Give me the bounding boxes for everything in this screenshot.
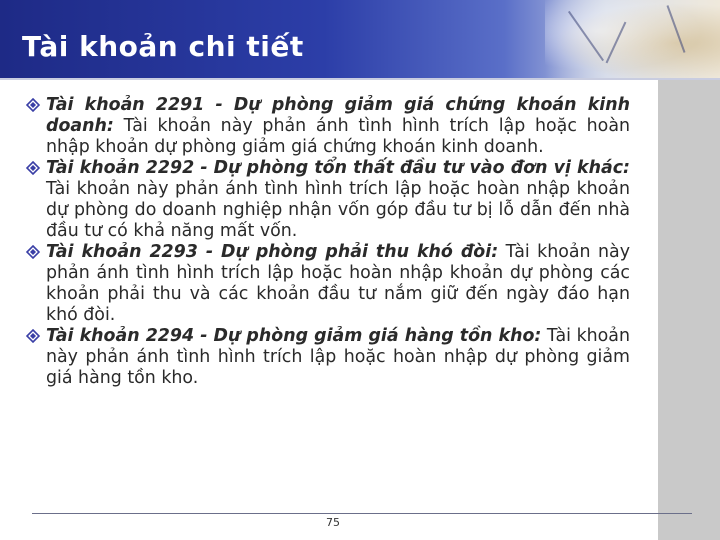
list-item: [26, 242, 630, 326]
list-item: [26, 158, 630, 242]
content-list: [26, 95, 630, 389]
side-panel: [658, 80, 720, 540]
item-heading: Tài khoản 2294 - Dự phòng giảm giá hàng tồn kho:: [46, 326, 542, 346]
title-bar: [0, 0, 720, 78]
list-item: [26, 326, 630, 389]
diamond-bullet-icon: [26, 245, 40, 259]
item-heading: Tài khoản 2293 - Dự phòng phải thu khó đòi:: [46, 242, 499, 262]
list-item: [26, 95, 630, 158]
page-number: 75: [326, 516, 340, 529]
title-divider: [0, 78, 720, 80]
diamond-bullet-icon: [26, 161, 40, 175]
item-text: Tài khoản này phản ánh tình hình trích lập hoặc hoàn nhập dự phòng giảm giá hàng tồn kho.: [46, 326, 630, 388]
item-text: Tài khoản này phản ánh tình hình trích lập hoặc hoàn nhập khoản dự phòng các khoản phải thu và các khoản đầu tư nắm giữ đến ngày đáo hạn khó đòi.: [46, 242, 630, 325]
page-title: Tài khoản chi tiết: [22, 30, 304, 63]
diamond-bullet-icon: [26, 98, 40, 112]
item-heading: Tài khoản 2292 - Dự phòng tổn thất đầu tư vào đơn vị khác:: [46, 158, 630, 178]
header-photo: [545, 0, 720, 78]
footer-divider: [32, 513, 692, 514]
item-text: Tài khoản này phản ánh tình hình trích lập hoặc hoàn nhập khoản dự phòng giảm giá chứng khoán kinh doanh.: [46, 116, 630, 157]
item-heading: Tài khoản 2291 - Dự phòng giảm giá chứng khoán kinh doanh:: [46, 95, 630, 136]
diamond-bullet-icon: [26, 329, 40, 343]
item-text: Tài khoản này phản ánh tình hình trích lập hoặc hoàn nhập khoản dự phòng do doanh nghiệp nhận vốn góp đầu tư bị lỗ dẫn đến nhà đầu tư có khả năng mất vốn.: [46, 179, 630, 241]
